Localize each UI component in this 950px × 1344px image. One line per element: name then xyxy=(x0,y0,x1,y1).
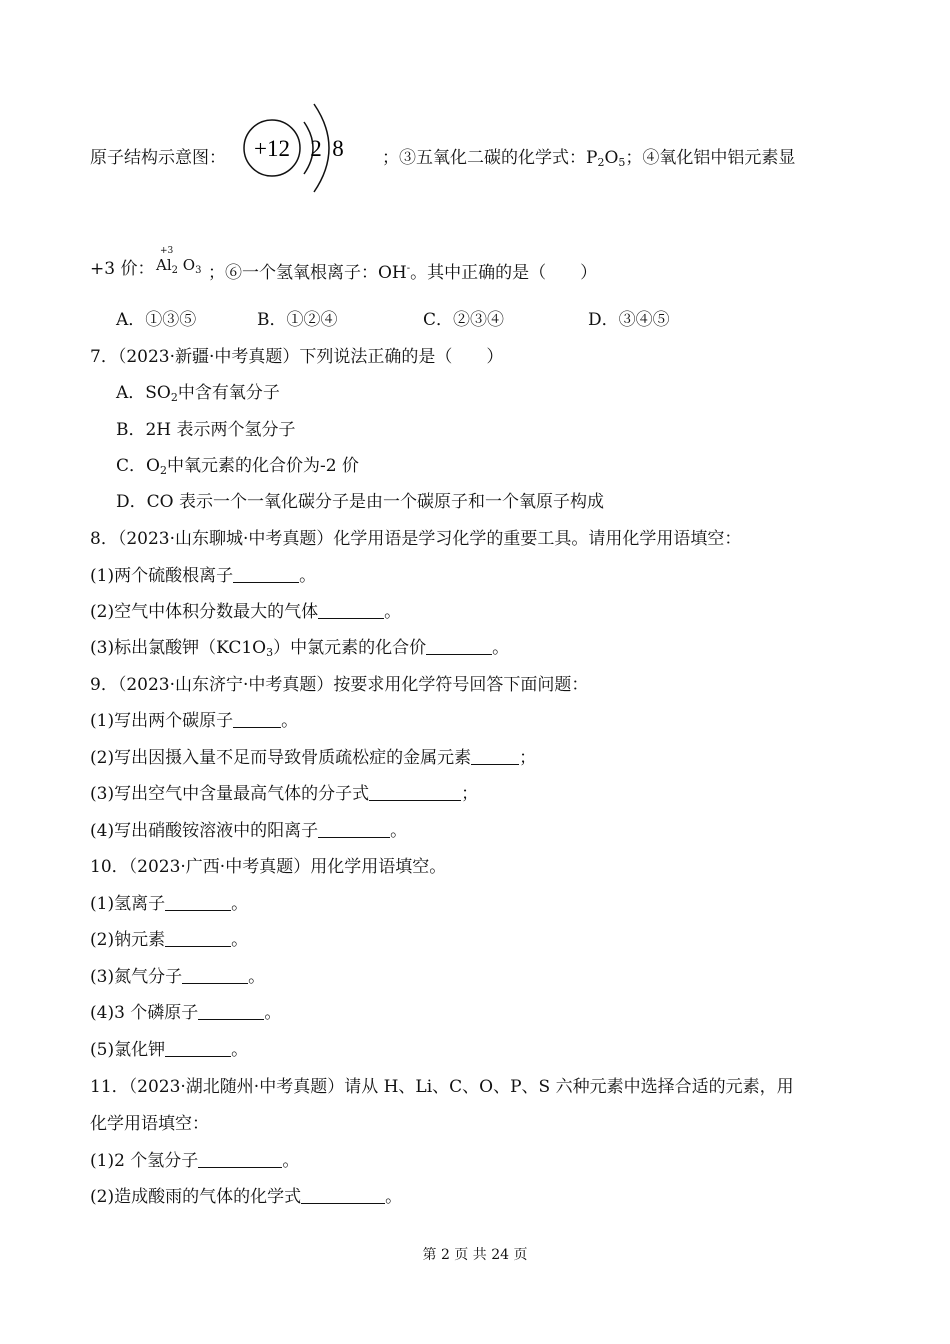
q10-stem: 10．（2023·广西·中考真题）用化学用语填空。 xyxy=(90,857,447,877)
text-segment: 。 xyxy=(281,711,299,731)
q9-item-3 xyxy=(90,783,478,805)
q11-item-1 xyxy=(90,1150,299,1172)
text-segment: 。 xyxy=(231,930,249,950)
answer-blank[interactable] xyxy=(165,894,231,911)
text-segment: C．O xyxy=(116,456,160,476)
q10-item-3 xyxy=(90,966,265,988)
text-segment: ；⑥一个氢氧根离子：OH xyxy=(208,263,407,283)
text-segment: (3)氮气分子 xyxy=(90,967,183,987)
text-segment: ；③五氧化二碳的化学式：P xyxy=(382,148,598,168)
answer-blank[interactable] xyxy=(369,784,461,801)
text-segment: O xyxy=(182,256,196,274)
answer-blank[interactable] xyxy=(318,602,384,619)
text-segment: +3 价： xyxy=(90,259,155,279)
q10-item-4 xyxy=(90,1002,281,1024)
text-segment: (5)氯化钾 xyxy=(90,1040,166,1060)
answer-blank[interactable] xyxy=(471,748,519,765)
q6-option-a: A．①③⑤ xyxy=(116,310,197,330)
text-segment: ； xyxy=(461,784,479,804)
valence-mark: +3 xyxy=(160,246,174,256)
q9-item-1 xyxy=(90,710,298,732)
page-footer: 第 2 页 共 24 页 xyxy=(422,1247,528,1263)
text-segment: ）中氯元素的化合价 xyxy=(273,638,427,658)
text-segment: Al xyxy=(156,256,172,274)
subscript: 3 xyxy=(195,265,202,276)
text-segment: (2)造成酸雨的气体的化学式 xyxy=(90,1187,302,1207)
q8-item-1 xyxy=(90,565,316,587)
text-segment: (2)写出因摄入量不足而导致骨质疏松症的金属元素 xyxy=(90,748,472,768)
text-segment: 。 xyxy=(492,638,510,658)
text-segment: (3)写出空气中含量最高气体的分子式 xyxy=(90,784,370,804)
superscript: - xyxy=(406,263,411,274)
atom-structure-line-cont xyxy=(382,147,795,174)
q7-stem: 7．（2023·新疆·中考真题）下列说法正确的是（ ） xyxy=(90,347,504,367)
text-segment: (1)写出两个碳原子 xyxy=(90,711,234,731)
answer-blank[interactable] xyxy=(318,821,390,838)
text-segment: 中氧元素的化合价为-2 价 xyxy=(166,456,359,476)
text-segment: ；④氧化铝中铝元素显 xyxy=(625,148,796,168)
q9-item-2 xyxy=(90,747,536,769)
text-segment: 。 xyxy=(385,1187,403,1207)
answer-blank[interactable] xyxy=(301,1187,385,1204)
answer-blank[interactable] xyxy=(198,1003,264,1020)
nucleus-charge: +12 xyxy=(254,136,290,161)
q6-option-b: B．①②④ xyxy=(257,310,338,330)
text-segment: 。 xyxy=(299,566,317,586)
text-segment: 。 xyxy=(384,602,402,622)
formula-text xyxy=(156,256,201,276)
q11-item-2 xyxy=(90,1186,402,1208)
atom-structure-diagram xyxy=(234,92,374,204)
text-segment: A．SO xyxy=(116,383,171,403)
subscript: 5 xyxy=(618,156,626,169)
q11-stem-line-1: 11．（2023·湖北随州·中考真题）请从 H、Li、C、O、P、S 六种元素中选择合适的元素，用 xyxy=(90,1077,794,1097)
text-segment: (4)写出硝酸铵溶液中的阳离子 xyxy=(90,821,319,841)
text-segment: 。 xyxy=(231,894,249,914)
q7-option-a xyxy=(116,382,280,409)
text-segment: (1)2 个氢分子 xyxy=(90,1151,199,1171)
text-segment: 。 xyxy=(282,1151,300,1171)
shell-1-electrons: 2 xyxy=(310,136,322,161)
answer-blank[interactable] xyxy=(233,566,299,583)
valence-line-cont xyxy=(208,258,597,284)
text-segment: (1)两个硫酸根离子 xyxy=(90,566,234,586)
answer-blank[interactable] xyxy=(182,967,248,984)
text-segment: 。 xyxy=(264,1003,282,1023)
q6-option-c: C．②③④ xyxy=(423,310,505,330)
text-segment: 。 xyxy=(231,1040,249,1060)
q11-stem-line-2: 化学用语填空： xyxy=(90,1114,209,1134)
answer-blank[interactable] xyxy=(198,1151,282,1168)
text-segment: 中含有氧分子 xyxy=(177,383,280,403)
text-segment: ； xyxy=(519,748,537,768)
q8-item-3 xyxy=(90,637,509,664)
al2o3-formula xyxy=(156,246,204,280)
answer-blank[interactable] xyxy=(426,638,492,655)
answer-blank[interactable] xyxy=(165,930,231,947)
text-segment: 。其中正确的是（ ） xyxy=(410,263,598,283)
text-segment: 。 xyxy=(248,967,266,987)
text-segment: (4)3 个磷原子 xyxy=(90,1003,199,1023)
q7-option-b: B．2H 表示两个氢分子 xyxy=(116,420,296,440)
q9-stem: 9．（2023·山东济宁·中考真题）按要求用化学符号回答下面问题： xyxy=(90,675,589,695)
q10-item-5 xyxy=(90,1039,248,1061)
text-segment: (2)钠元素 xyxy=(90,930,166,950)
subscript: 2 xyxy=(597,156,605,169)
atom-structure-line xyxy=(90,147,226,169)
answer-blank[interactable] xyxy=(233,711,281,728)
answer-blank[interactable] xyxy=(165,1040,231,1057)
atom-prefix: 原子结构示意图： xyxy=(90,148,226,168)
q8-stem: 8．（2023·山东聊城·中考真题）化学用语是学习化学的重要工具。请用化学用语填空： xyxy=(90,529,742,549)
text-segment: (2)空气中体积分数最大的气体 xyxy=(90,602,319,622)
q7-option-d: D．CO 表示一个一氧化碳分子是由一个碳原子和一个氧原子构成 xyxy=(116,492,604,512)
subscript: 2 xyxy=(159,464,167,477)
subscript: 3 xyxy=(266,646,274,659)
text-segment: (3)标出氯酸钾（KC1O xyxy=(90,638,267,658)
text-segment: 。 xyxy=(390,821,408,841)
subscript: 2 xyxy=(170,391,178,404)
text-segment: (1)氢离子 xyxy=(90,894,166,914)
q9-item-4 xyxy=(90,820,407,842)
q8-item-2 xyxy=(90,601,401,623)
subscript: 2 xyxy=(171,265,179,276)
q7-option-c xyxy=(116,455,359,482)
q6-option-d: D．③④⑤ xyxy=(588,310,670,330)
text-segment: O xyxy=(604,148,619,168)
shell-2-electrons: 8 xyxy=(332,136,344,161)
q10-item-2 xyxy=(90,929,248,951)
q10-item-1 xyxy=(90,893,248,915)
valence-line xyxy=(90,258,154,280)
